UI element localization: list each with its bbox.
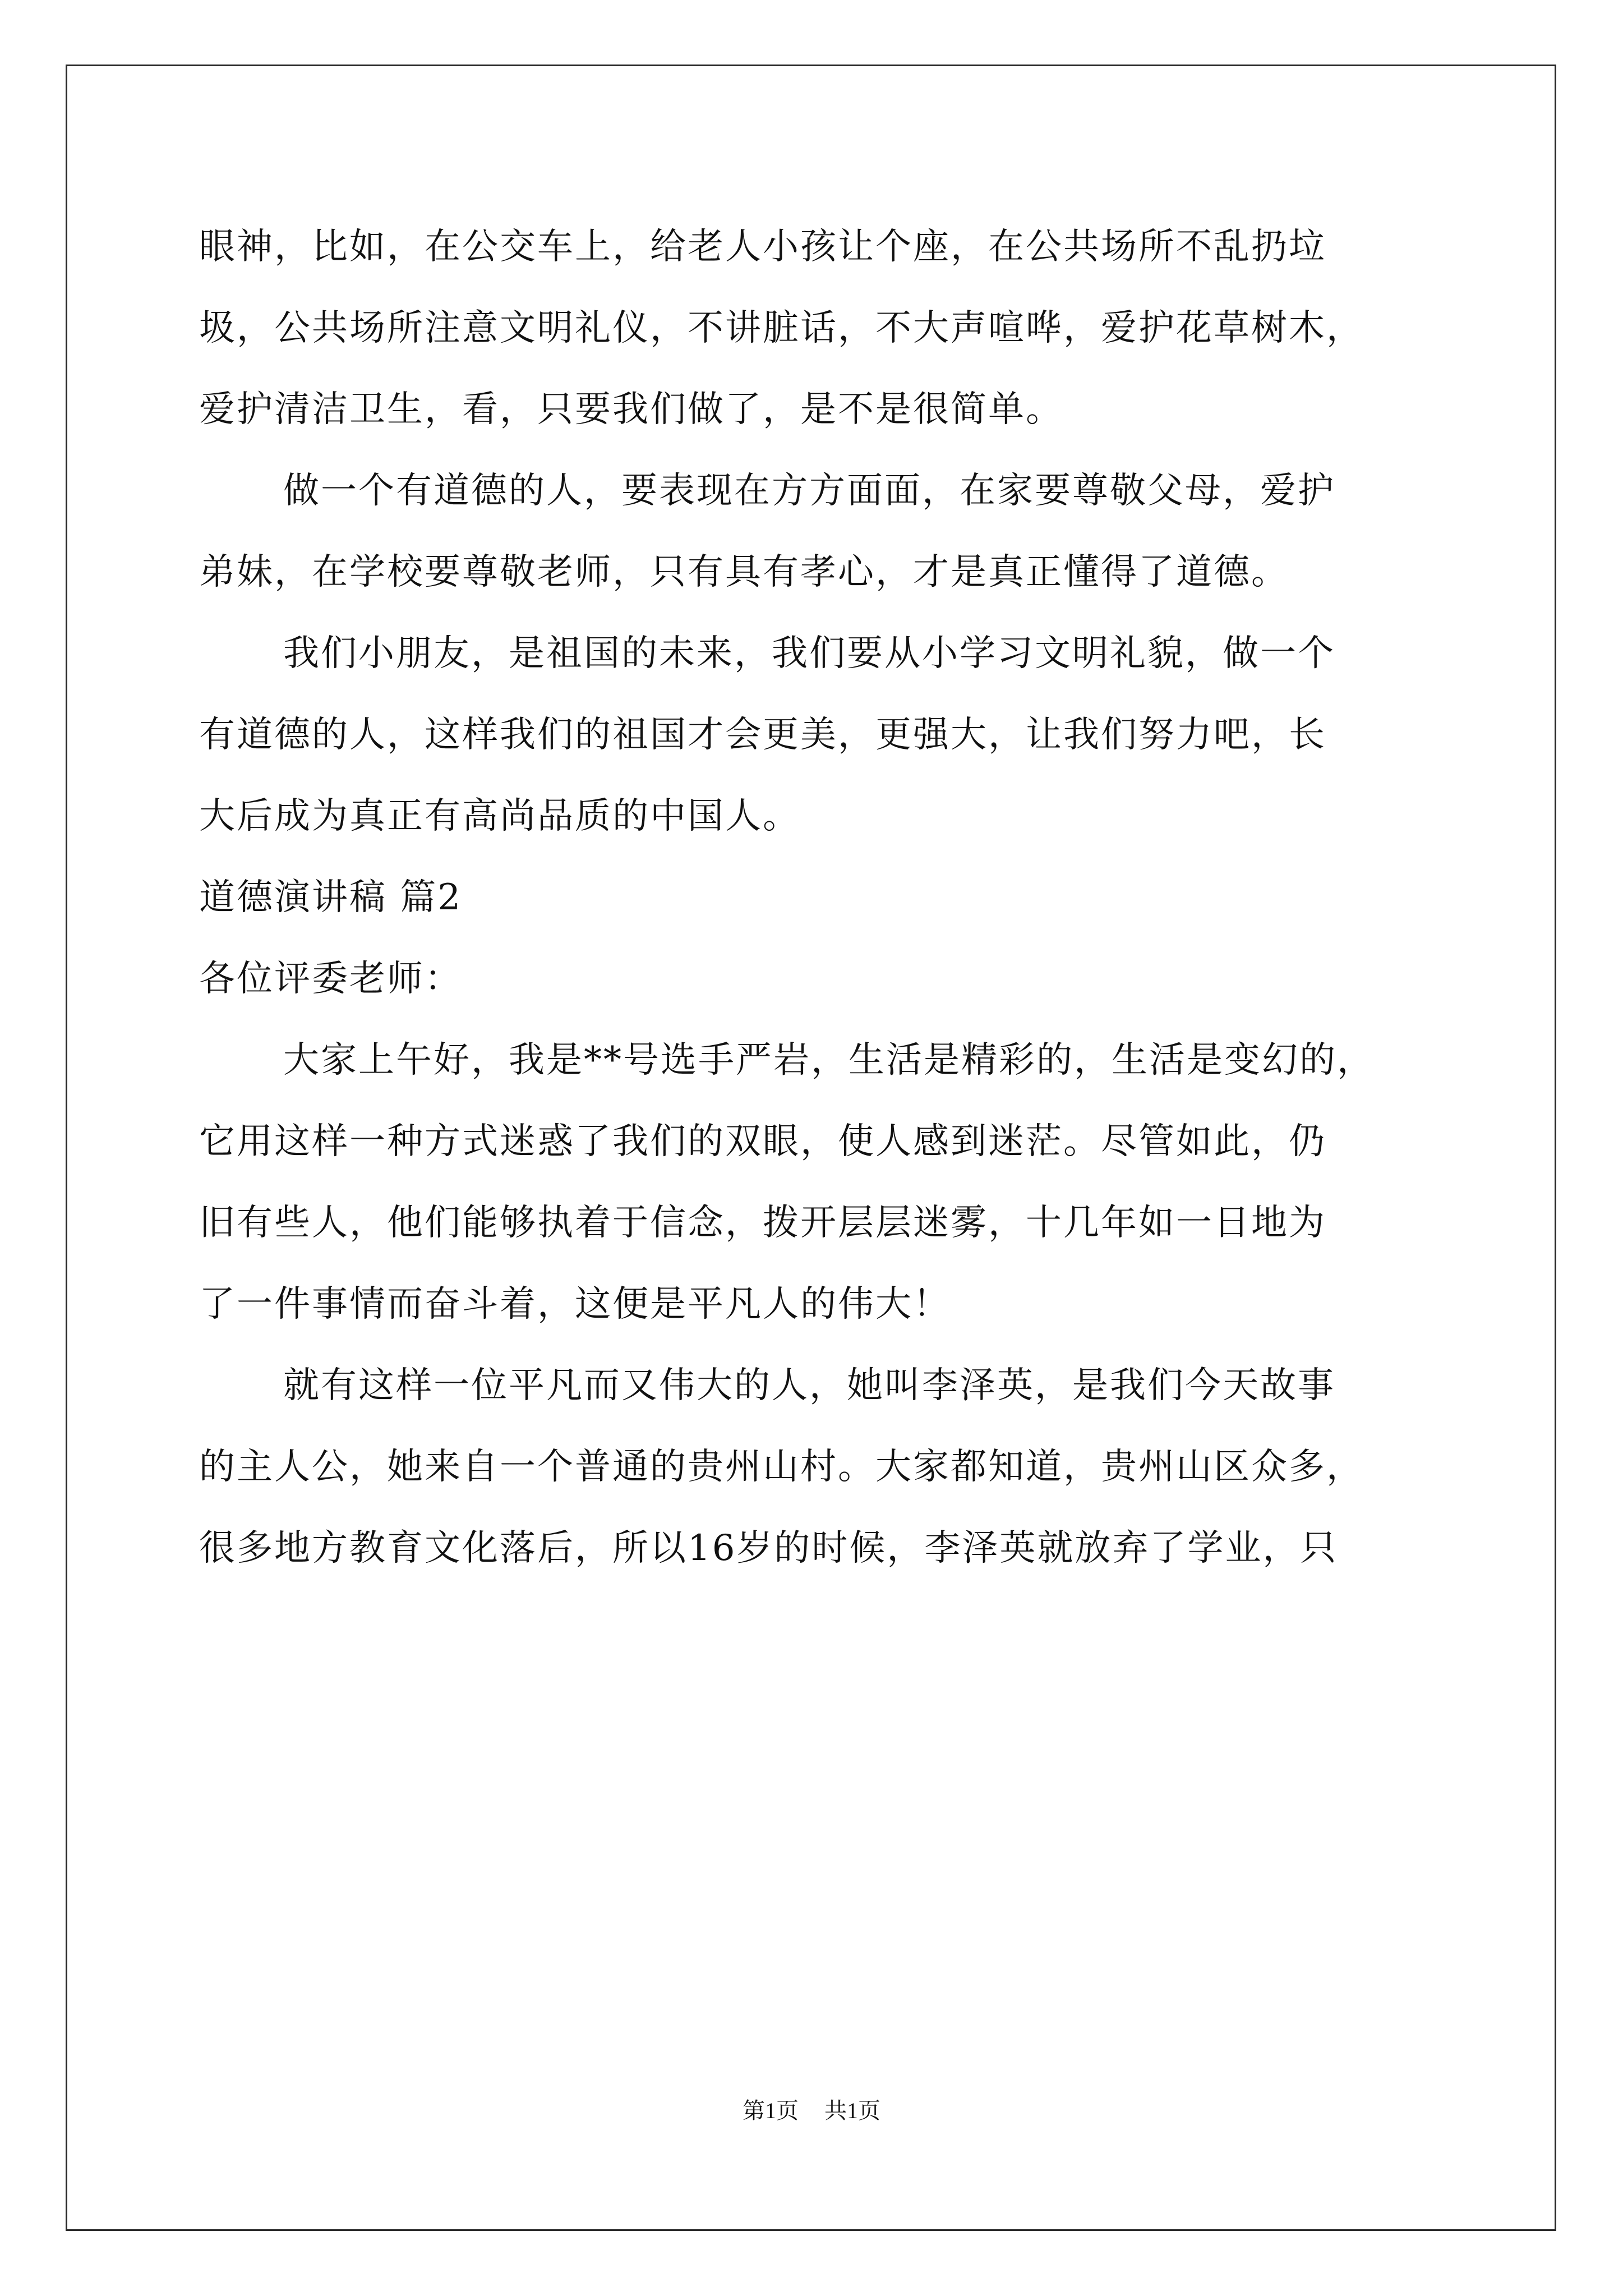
body-line: 很多地方教育文化落后，所以16岁的时候，李泽英就放弃了学业，只 xyxy=(199,1527,1338,1569)
body-line: 弟妹，在学校要尊敬老师，只有具有孝心，才是真正懂得了道德。 xyxy=(199,551,1289,593)
body-line: 大家上午好，我是**号选手严岩，生活是精彩的，生活是变幻的， xyxy=(283,1039,1375,1081)
page-total: 共1页 xyxy=(824,2098,880,2123)
body-line: 我们小朋友，是祖国的未来，我们要从小学习文明礼貌，做一个 xyxy=(283,633,1335,674)
body-line: 眼神，比如，在公交车上，给老人小孩让个座，在公共场所不乱扔垃 xyxy=(199,226,1326,268)
body-line: 的主人公，她来自一个普通的贵州山村。大家都知道，贵州山区众多， xyxy=(199,1446,1364,1488)
body-line: 爱护清洁卫生，看，只要我们做了，是不是很简单。 xyxy=(199,389,1063,430)
body-line: 做一个有道德的人，要表现在方方面面，在家要尊敬父母，爱护 xyxy=(283,470,1335,512)
page-number: 第1页 xyxy=(743,2098,799,2123)
page-footer xyxy=(0,2097,1623,2125)
body-line: 有道德的人，这样我们的祖国才会更美，更强大，让我们努力吧，长 xyxy=(199,714,1326,756)
body-line: 圾，公共场所注意文明礼仪，不讲脏话，不大声喧哗，爱护花草树木， xyxy=(199,307,1364,349)
body-line: 旧有些人，他们能够执着于信念，拨开层层迷雾，十几年如一日地为 xyxy=(199,1202,1326,1244)
body-line: 它用这样一种方式迷惑了我们的双眼，使人感到迷茫。尽管如此，仍 xyxy=(199,1121,1326,1162)
body-line: 就有这样一位平凡而又伟大的人，她叫李泽英，是我们今天故事 xyxy=(283,1365,1335,1406)
salutation: 各位评委老师： xyxy=(199,958,462,1000)
body-line: 了一件事情而奋斗着，这便是平凡人的伟大！ xyxy=(199,1283,951,1325)
body-line: 大后成为真正有高尚品质的中国人。 xyxy=(199,795,800,837)
section-heading: 道德演讲稿 篇2 xyxy=(199,877,463,918)
